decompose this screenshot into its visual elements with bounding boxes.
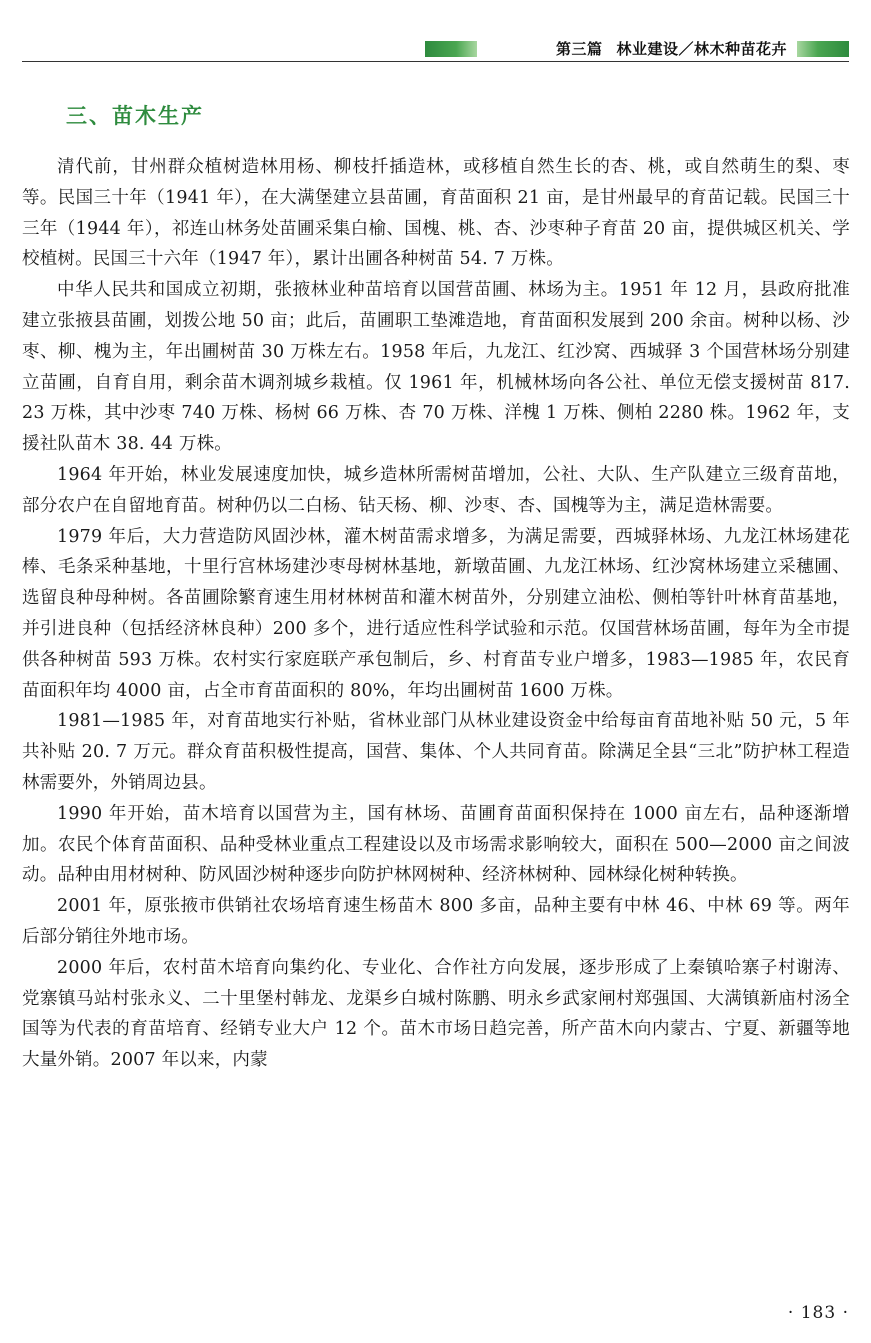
paragraph: 1981—1985 年，对育苗地实行补贴，省林业部门从林业建设资金中给每亩育苗地补贴 50 元，5 年共补贴 20. 7 万元。群众育苗积极性提高，国营、集体、个人共同育苗。除满足全县“三北”防护林工程造林需要外，外销周边县。	[22, 711, 850, 793]
running-header	[22, 38, 849, 62]
header-rule	[22, 61, 849, 62]
paragraph: 2000 年后，农村苗木培育向集约化、专业化、合作社方向发展，逐步形成了上秦镇哈寨子村谢涛、党寨镇马站村张永义、二十里堡村韩龙、龙渠乡白城村陈鹏、明永乡武家闸村郑强国、大满镇新庙村汤全国等为代表的育苗培育、经销专业大户 12 个。苗木市场日趋完善，所产苗木向内蒙古、宁夏、新疆等地大量外销。2007 年以来，内蒙	[22, 957, 850, 1071]
section-title: 三、苗木生产	[66, 104, 204, 128]
header-part: 第三篇	[555, 40, 603, 58]
header-chapter: 林业建设／林木种苗花卉	[616, 40, 787, 58]
page-number: · 183 ·	[787, 1303, 849, 1323]
header-title	[556, 38, 787, 60]
header-decor-bar-right	[797, 41, 849, 57]
paragraph: 1964 年开始，林业发展速度加快，城乡造林所需树苗增加，公社、大队、生产队建立三级育苗地，部分农户在自留地育苗。树种仍以二白杨、钻天杨、柳、沙枣、杏、国槐等为主，满足造林需要。	[22, 464, 850, 516]
body-text	[22, 152, 850, 1076]
paragraph: 1990 年开始，苗木培育以国营为主，国有林场、苗圃育苗面积保持在 1000 亩左右，品种逐渐增加。农民个体育苗面积、品种受林业重点工程建设以及市场需求影响较大，面积在 500—2000 亩之间波动。品种由用材树种、防风固沙树种逐步向防护林网树种、经济林树种、园林绿化树种转换。	[22, 803, 850, 886]
paragraph: 2001 年，原张掖市供销社农场培育速生杨苗木 800 多亩，品种主要有中林 46、中林 69 等。两年后部分销往外地市场。	[22, 896, 850, 947]
paragraph: 1979 年后，大力营造防风固沙林，灌木树苗需求增多，为满足需要，西城驿林场、九龙江林场建花棒、毛条采种基地，十里行宫林场建沙枣母树林基地，新墩苗圃、九龙江林场、红沙窝林场建立采穗圃、选留良种母种树。各苗圃除繁育速生用材林树苗和灌木树苗外，分别建立油松、侧柏等针叶林育苗基地，并引进良种（包括经济林良种）200 多个，进行适应性科学试验和示范。仅国营林场苗圃，每年为全市提供各种树苗 593 万株。农村实行家庭联产承包制后，乡、村育苗专业户增多，1983—1985 年，农民育苗面积年均 4000 亩，占全市育苗面积的 80%，年均出圃树苗 1600 万株。	[22, 526, 850, 701]
paragraph: 中华人民共和国成立初期，张掖林业种苗培育以国营苗圃、林场为主。1951 年 12 月，县政府批准建立张掖县苗圃，划拨公地 50 亩；此后，苗圃职工垫滩造地，育苗面积发展到 200 余亩。树种以杨、沙枣、柳、槐为主，年出圃树苗 30 万株左右。1958 年后，九龙江、红沙窝、西城驿 3 个国营林场分别建立苗圃，自育自用，剩余苗木调剂城乡栽植。仅 1961 年，机械林场向各公社、单位无偿支援树苗 817. 23 万株，其中沙枣 740 万株、杨树 66 万株、杏 70 万株、洋槐 1 万株、侧柏 2280 株。1962 年，支援社队苗木 38. 44 万株。	[22, 280, 850, 455]
header-decor-bar-left	[425, 41, 477, 57]
paragraph: 清代前，甘州群众植树造林用杨、柳枝扦插造林，或移植自然生长的杏、桃，或自然萌生的梨、枣等。民国三十年（1941 年），在大满堡建立县苗圃，育苗面积 21 亩，是甘州最早的育苗记载。民国三十三年（1944 年），祁连山林务处苗圃采集白榆、国槐、桃、杏、沙枣种子育苗 20 亩，提供城区机关、学校植树。民国三十六年（1947 年），累计出圃各种树苗 54. 7 万株。	[22, 157, 850, 270]
